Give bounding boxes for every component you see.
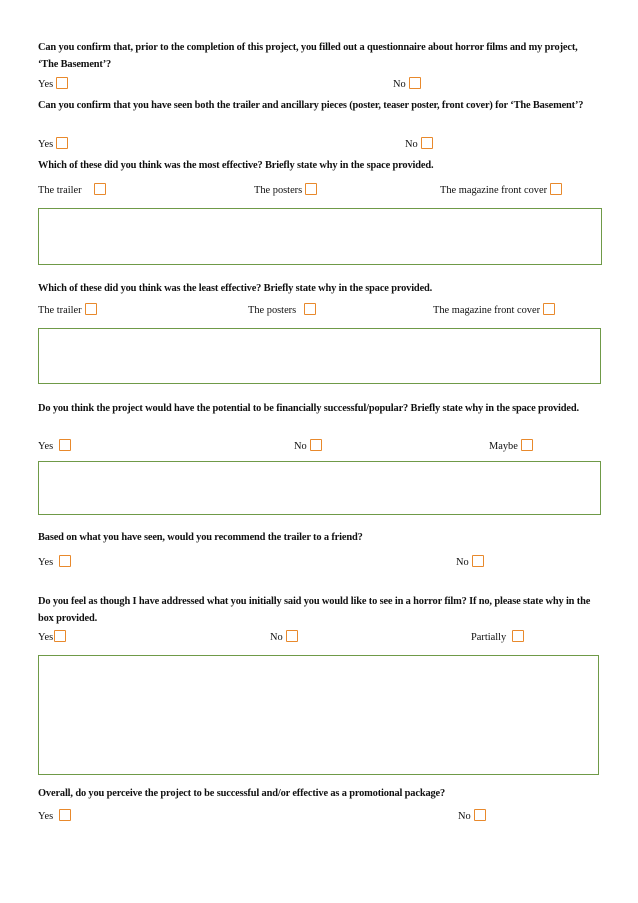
checkbox[interactable] <box>286 630 298 642</box>
checkbox[interactable] <box>512 630 524 642</box>
q1-option-yes[interactable] <box>38 77 68 92</box>
q5-answer-box[interactable] <box>38 461 601 515</box>
q4-option-trailer[interactable] <box>38 303 97 318</box>
question-2-text: Can you confirm that you have seen both the trailer and ancillary pieces (poster, teaser poster, front cover) for ‘The Basement’? <box>38 100 584 111</box>
option-label: Yes <box>38 557 54 568</box>
checkbox[interactable] <box>305 183 317 195</box>
q4-answer-box[interactable] <box>38 328 601 384</box>
checkbox[interactable] <box>521 439 533 451</box>
q6-option-yes[interactable] <box>38 555 71 570</box>
checkbox[interactable] <box>543 303 555 315</box>
q4-option-posters[interactable] <box>248 303 316 318</box>
question-4-text: Which of these did you think was the least effective? Briefly state why in the space provided. <box>38 283 433 294</box>
q6-option-no[interactable] <box>456 555 484 570</box>
option-label: No <box>294 441 307 452</box>
checkbox[interactable] <box>304 303 316 315</box>
option-label: Yes <box>38 139 54 150</box>
option-label: The trailer <box>38 305 82 316</box>
q3-option-magazine[interactable] <box>440 183 562 198</box>
q4-option-magazine[interactable] <box>433 303 555 318</box>
option-label: No <box>456 557 469 568</box>
q7-option-no[interactable] <box>270 630 298 645</box>
option-label: No <box>405 139 418 150</box>
option-label: Yes <box>38 632 54 643</box>
option-label: No <box>393 79 406 90</box>
option-label: No <box>458 811 471 822</box>
q2-option-yes[interactable] <box>38 137 68 152</box>
option-label: Maybe <box>489 441 518 452</box>
checkbox[interactable] <box>474 809 486 821</box>
q1-option-no[interactable] <box>393 77 421 92</box>
q5-option-yes[interactable] <box>38 439 71 454</box>
checkbox[interactable] <box>56 77 68 89</box>
checkbox[interactable] <box>59 555 71 567</box>
checkbox[interactable] <box>85 303 97 315</box>
q8-option-yes[interactable] <box>38 809 71 824</box>
q7-option-yes[interactable] <box>38 630 66 645</box>
checkbox[interactable] <box>472 555 484 567</box>
option-label: The magazine front cover <box>440 185 548 196</box>
option-label: No <box>270 632 283 643</box>
option-label: The posters <box>248 305 297 316</box>
q3-answer-box[interactable] <box>38 208 602 265</box>
q3-option-trailer[interactable] <box>38 183 106 198</box>
checkbox[interactable] <box>310 439 322 451</box>
option-label: Yes <box>38 811 54 822</box>
q3-option-posters[interactable] <box>254 183 317 198</box>
checkbox[interactable] <box>94 183 106 195</box>
q7-option-partially[interactable] <box>471 630 524 645</box>
checkbox[interactable] <box>59 439 71 451</box>
checkbox[interactable] <box>56 137 68 149</box>
option-label: Yes <box>38 79 54 90</box>
option-label: Yes <box>38 441 54 452</box>
q5-option-no[interactable] <box>294 439 322 454</box>
q7-answer-box[interactable] <box>38 655 599 775</box>
checkbox[interactable] <box>59 809 71 821</box>
checkbox[interactable] <box>550 183 562 195</box>
question-1-text: Can you confirm that, prior to the completion of this project, you filled out a questionnaire about horror films and my project, ‘The Basement’? <box>38 42 578 70</box>
q5-option-maybe[interactable] <box>489 439 533 454</box>
option-label: The posters <box>254 185 303 196</box>
question-7-text: Do you feel as though I have addressed what you initially said you would like to see in a horror film? If no, please state why in the box provided. <box>38 596 591 624</box>
q2-option-no[interactable] <box>405 137 433 152</box>
checkbox[interactable] <box>54 630 66 642</box>
q8-option-no[interactable] <box>458 809 486 824</box>
question-6-text: Based on what you have seen, would you recommend the trailer to a friend? <box>38 532 363 543</box>
checkbox[interactable] <box>421 137 433 149</box>
question-3-text: Which of these did you think was the most effective? Briefly state why in the space provided. <box>38 160 434 171</box>
option-label: Partially <box>471 632 507 643</box>
checkbox[interactable] <box>409 77 421 89</box>
question-5-text: Do you think the project would have the potential to be financially successful/popular? Briefly state why in the space provided. <box>38 403 579 414</box>
option-label: The magazine front cover <box>433 305 541 316</box>
option-label: The trailer <box>38 185 82 196</box>
question-8-text: Overall, do you perceive the project to be successful and/or effective as a promotional package? <box>38 788 446 799</box>
